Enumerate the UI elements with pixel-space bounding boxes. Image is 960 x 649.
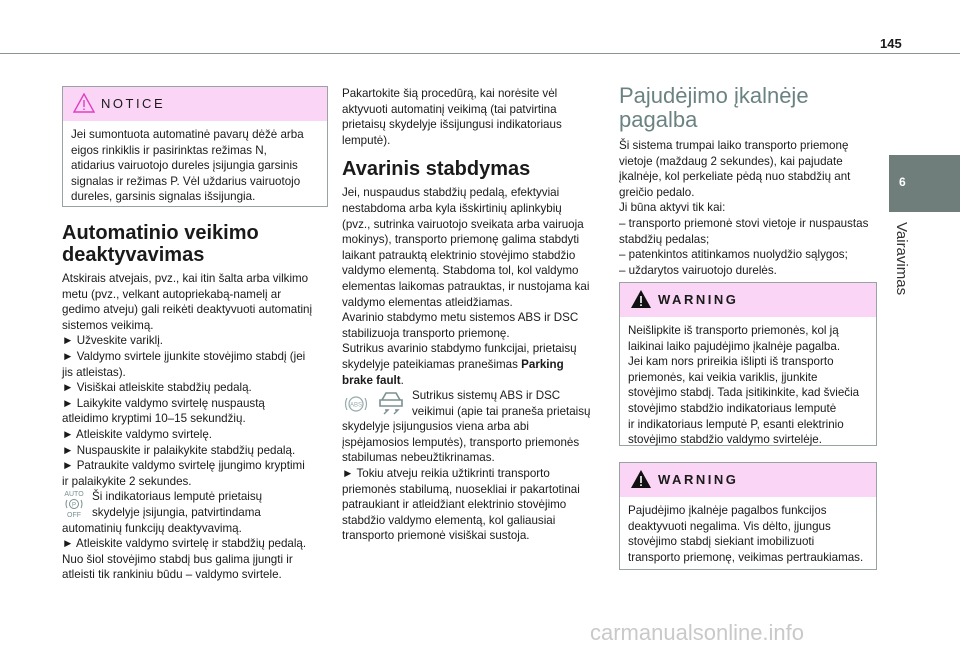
svg-text:P: P: [71, 502, 77, 509]
notice-box: [62, 86, 328, 207]
header-rule: [0, 53, 960, 54]
warning-icon: [630, 289, 652, 309]
svg-text:AUTO: AUTO: [64, 491, 84, 499]
warning-box-2: [619, 462, 877, 570]
section-title: Automatinio veikimo deaktyvavimas: [62, 222, 259, 266]
chapter-tab[interactable]: [889, 155, 960, 212]
notice-title: NOTICE: [101, 96, 166, 111]
stability-control-icon: [376, 388, 406, 418]
warning-outline-icon: [73, 93, 95, 113]
section-body-continued: automatinių funkcijų deaktyvavimą. ► Atleiskite valdymo svirtelę ir stabdžių pedalą. Nuo šiol stovėjimo stabdį bus galima įjungti ir atleisti tik rankiniu būdu – valdymo svirtele.: [62, 521, 307, 582]
warning-title: WARNING: [658, 292, 739, 307]
svg-text:ABS: ABS: [349, 402, 363, 409]
parking-brake-fault-message: Parking brake fault: [342, 357, 564, 387]
period: .: [400, 373, 404, 387]
section-body: Atskirais atvejais, pvz., kai itin šalta arba vilkimo metu (pvz., velkant autopriekabą-namelį ar gedimo atveju) gali reikėti deaktyvuoti automatinį sistemos veikimą. ► Užveskite variklį. ► Valdymo svirtele įjunkite stovėjimo stabdį (jei jis atleistas). ► Visiškai atleiskite stabdžių pedalą. ► Laikykite valdymo svirtelę nuspaustą atleidimo kryptimi 10–15 sekundžių. ► Atleiskite valdymo svirtelę. ► Nuspauskite ir palaikykite stabdžių pedalą. ► Patraukite valdymo svirtelę įjungimo kryptimi ir palaikykite 2 sekundes.: [62, 272, 313, 488]
warning-body: Neišlipkite iš transporto priemonės, kol ją laikinai laiko pajudėjimo įkalnėje pagalba. Jei kam nors prireikia išlipti iš transporto priemonės, kai veikia variklis, įjunkite stovėjimo stabdį. Tada įsitikinkite, kad šviečia stovėjimo stabdžio indikatoriaus lemputė ir indikatoriaus lemputė P, esanti elektrinio stovėjimo stabdžio valdymo svirtelėje.: [628, 324, 860, 447]
page-number: 145: [880, 36, 902, 51]
chapter-number: 6: [899, 175, 906, 189]
hill-start-body: Ši sistema trumpai laiko transporto priemonę vietoje (maždaug 2 sekundes), kai pajudate įkalnėje, kol perkeliate pėdą nuo stabdžių ant greičio pedalo. Ji būna aktyvi tik kai: – transporto priemonė stovi vietoje ir nuspaustas stabdžių pedalas; – patenkintos atitinkamos nuolydžio sąlygos; – uždarytos vairuotojo durelės.: [619, 139, 869, 277]
warning-title: WARNING: [658, 472, 739, 487]
svg-text:OFF: OFF: [67, 512, 81, 520]
warning-header: [620, 283, 876, 317]
repeat-procedure-text: Pakartokite šią procedūrą, kai norėsite vėl aktyvuoti automatinį veikimą (tai patvirtina prietaisų skydelyje išsijungusi indikatoriaus lemputė).: [342, 87, 562, 147]
body-text: Jei, nuspaudus stabdžių pedalą, efektyviai nestabdoma arba kyla išskirtinių aplinkybių (pvz., sutrinka vairuotojo sveikata arba vairuoja mokinys), transporto priemonę galima stabdyti laikant patrauktą elektrinio stovėjimo stabdžio valdymo elementą. Stabdoma tol, kol valdymo elementas laikomas patrauktas, ir nustojama kai valdymo elementas atleidžiamas. Avarinio stabdymo metu sistemos ABS ir DSC stabilizuoja transporto priemonę. Sutrikus avarinio stabdymo funkcijai, prietaisų skydelyje pateikiamas pranešimas: [342, 186, 590, 371]
notice-header: [63, 87, 327, 121]
warning-body: Pajudėjimo įkalnėje pagalbos funkcijos deaktyvuoti negalima. Vis dėlto, įjungus stovėjimo stabdį siekiant imobilizuoti transporto priemonę, veikimas pertraukiamas.: [628, 504, 864, 564]
icon-description: Sutrikus sistemų ABS ir DSC veikimui (apie tai praneša prietaisų: [412, 389, 591, 418]
section-title-hill-start: Pajudėjimo įkalnėje pagalba: [619, 83, 809, 132]
notice-body: Jei sumontuota automatinė pavarų dėžė arba eigos rinkiklis ir pasirinktas režimas N, atidarius vairuotojo dureles įsijungia garsinis signalas ir režimas P. Vėl uždarius vairuotojo dureles, garsinis signalas išsijungia.: [71, 128, 304, 204]
column-2: [342, 86, 604, 544]
auto-p-off-icon: [62, 489, 86, 519]
warning-header: [620, 463, 876, 497]
warning-icon: [630, 469, 652, 489]
section-title-emergency-braking: Avarinis stabdymas: [342, 158, 531, 181]
section-auto-deactivation: [62, 222, 332, 583]
warning-box-1: [619, 282, 877, 446]
abs-warning-icon: [342, 388, 370, 418]
icon-description: Ši indikatoriaus lemputė prietaisų skydelyje įsijungia, patvirtindama: [92, 490, 263, 519]
watermark: carmanualsonline.info: [590, 620, 805, 645]
emergency-braking-body: [342, 185, 604, 388]
emergency-braking-body-continued: skydelyje įsijungusios viena arba abi įspėjamosios lemputės), transporto priemonės stabilumas nebeužtikrinamas. ► Tokiu atveju reikia užtikrinti transporto priemonės stabilumą, nuosekliai ir pakartotinai patraukiant ir atleidžiant elektrinio stovėjimo stabdžio valdymo elementą, kol galiausiai transporto priemonė visiškai sustoja.: [342, 420, 580, 543]
chapter-label: Vairavimas: [893, 222, 910, 296]
